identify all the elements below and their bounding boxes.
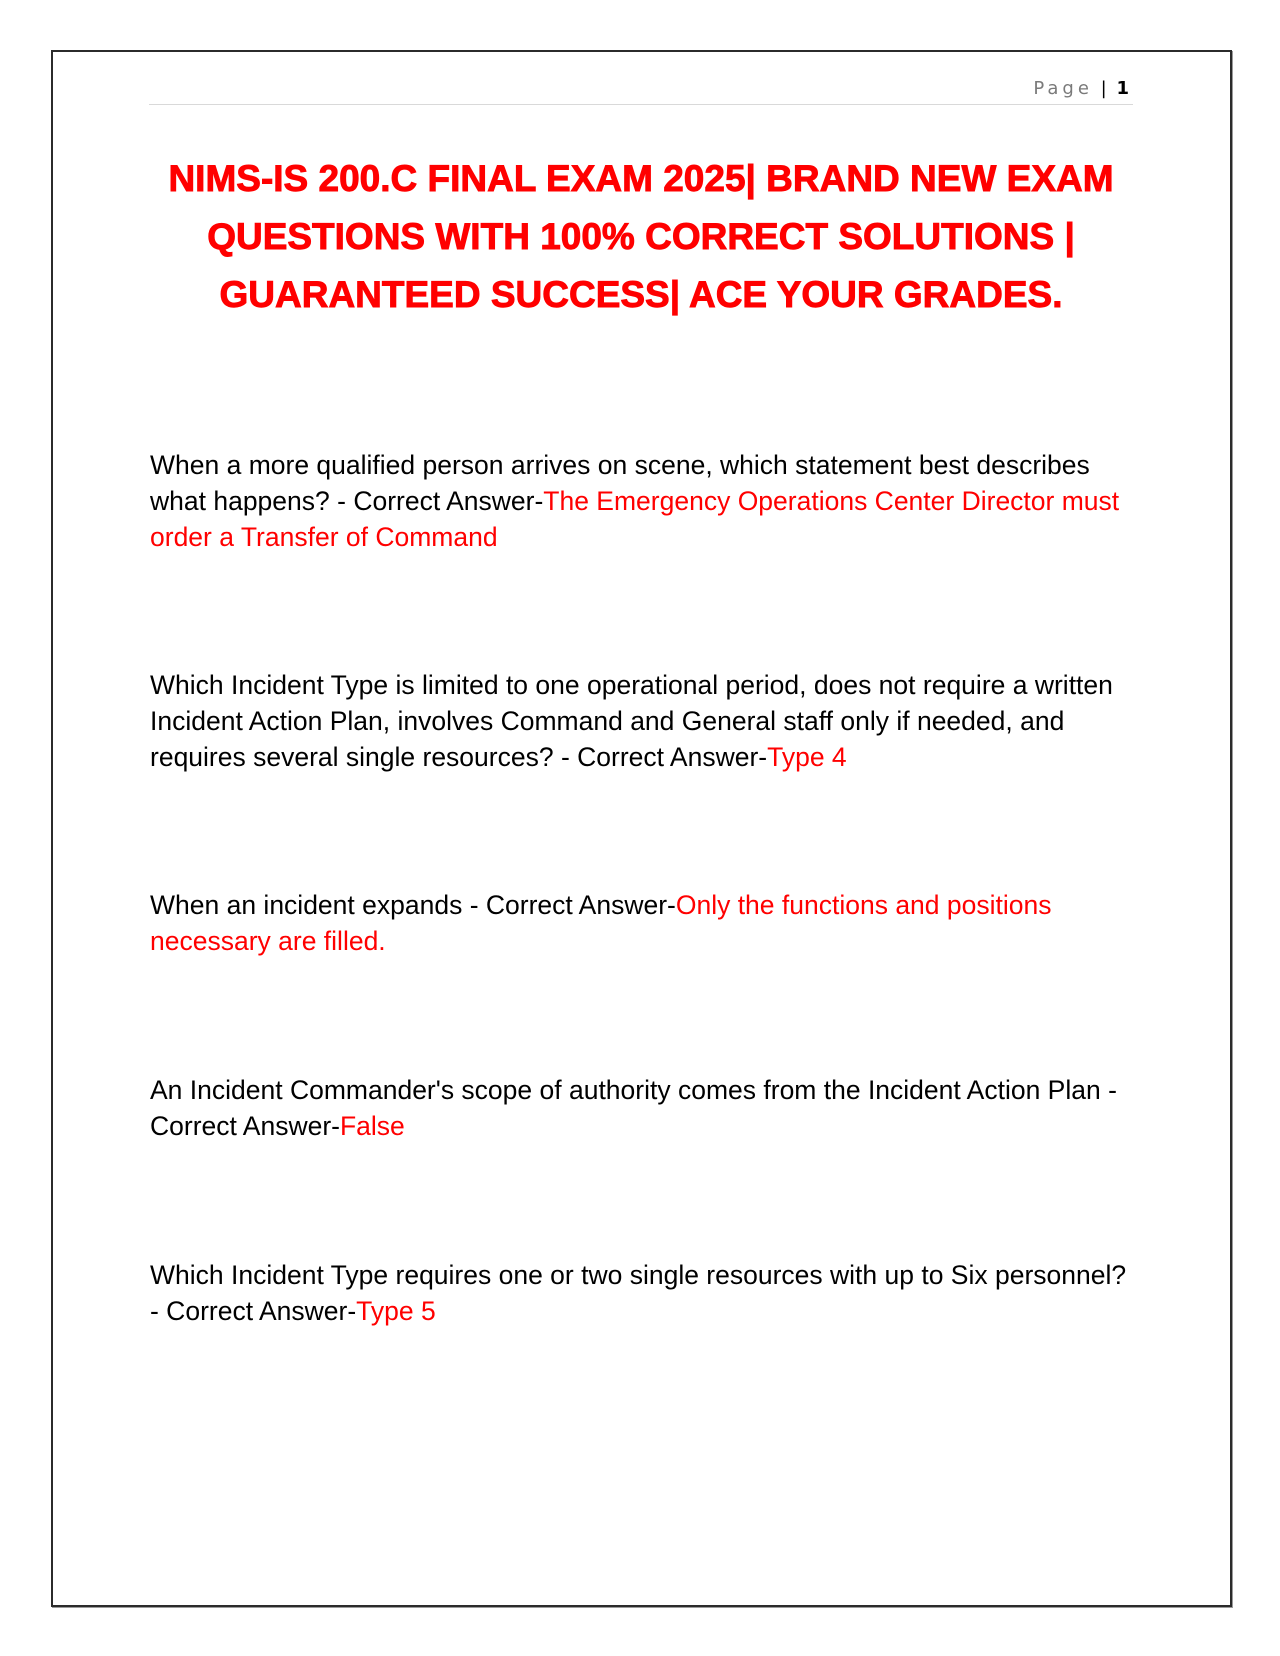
page-header xyxy=(149,78,1133,105)
answer-prefix: - Correct Answer- xyxy=(329,486,544,516)
answer-text: Type 4 xyxy=(767,742,847,772)
qa-item xyxy=(150,1072,1140,1144)
answer-prefix: - Correct Answer- xyxy=(150,1296,357,1326)
qa-item xyxy=(150,887,1140,959)
document-page xyxy=(51,50,1232,1607)
question-text: When a more qualified person arrives on scene, which statement best describes what happens? xyxy=(150,450,1090,516)
question-text: When an incident expands xyxy=(150,890,463,920)
answer-text: Only the functions and positions necessary are filled. xyxy=(150,890,1052,956)
answer-prefix: - Correct Answer- xyxy=(462,890,676,920)
answer-text: False xyxy=(339,1111,405,1141)
answer-text: The Emergency Operations Center Director must order a Transfer of Command xyxy=(150,486,1120,552)
qa-item xyxy=(150,1257,1140,1329)
answer-prefix: - Correct Answer- xyxy=(553,742,768,772)
page-label: Page xyxy=(1033,78,1093,99)
qa-item xyxy=(150,667,1140,775)
document-title: NIMS-IS 200.C FINAL EXAM 2025| BRAND NEW EXAM QUESTIONS WITH 100% CORRECT SOLUTIONS | GUARANTEED SUCCESS| ACE YOUR GRADES. xyxy=(168,158,1114,315)
answer-prefix: - Correct Answer- xyxy=(150,1075,1117,1141)
answer-text: Type 5 xyxy=(356,1296,436,1326)
qa-item xyxy=(150,447,1140,555)
page-number: 1 xyxy=(1116,78,1129,99)
question-text: An Incident Commander's scope of authority comes from the Incident Action Plan xyxy=(150,1075,1101,1105)
question-text: Which Incident Type is limited to one operational period, does not require a written Incident Action Plan, involves Command and General staff only if needed, and requires several single resources? xyxy=(150,670,1113,772)
page-separator: | xyxy=(1100,78,1107,99)
question-text: Which Incident Type requires one or two single resources with up to Six personnel? xyxy=(150,1260,1127,1290)
